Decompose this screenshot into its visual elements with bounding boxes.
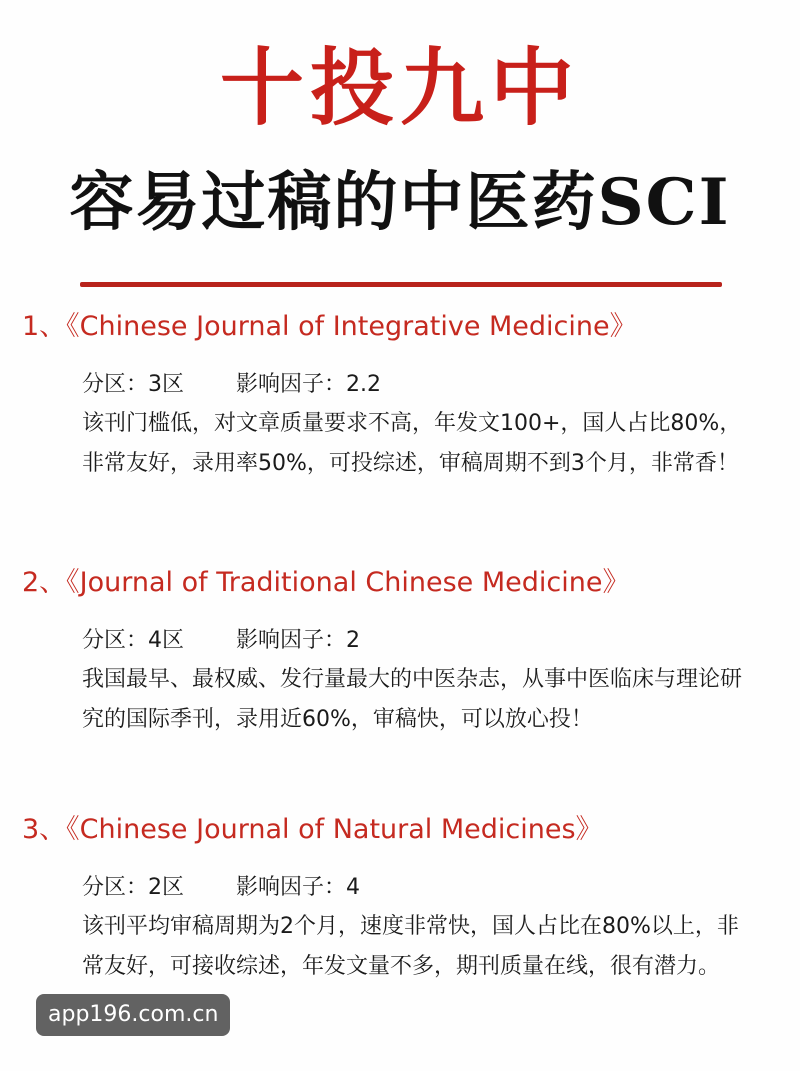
journal-entry-1 [0,308,800,484]
journal-entry-3 [0,811,800,987]
journal-meta [82,366,800,404]
journal-meta [82,622,800,660]
journal-heading: 1、《Chinese Journal of Integrative Medicine》 [22,311,637,342]
watermark-badge: app196.com.cn [36,994,230,1036]
journal-entry-2 [0,564,800,740]
page-subtitle: 容易过稿的中医药SCI [69,165,731,240]
impact-factor-label: 影响因子：2 [236,628,360,653]
page-title: 十投九中 [219,39,580,137]
journal-description: 我国最早、最权威、发行量最大的中医杂志，从事中医临床与理论研究的国际季刊，录用近60%，审稿快，可以放心投！ [82,667,743,732]
impact-factor-label: 影响因子：2.2 [236,372,381,397]
zone-label: 分区：3区 [82,372,184,397]
zone-label: 分区：4区 [82,628,184,653]
zone-label: 分区：2区 [82,875,184,900]
divider [80,282,722,287]
journal-heading: 2、《Journal of Traditional Chinese Medicine》 [22,567,630,598]
journal-meta [82,869,800,907]
impact-factor-label: 影响因子：4 [236,875,360,900]
journal-description: 该刊平均审稿周期为2个月，速度非常快，国人占比在80%以上，非常友好，可接收综述，年发文量不多，期刊质量在线，很有潜力。 [82,914,739,979]
journal-description: 该刊门槛低，对文章质量要求不高，年发文100+，国人占比80%，非常友好，录用率50%，可投综述，审稿周期不到3个月，非常香！ [82,411,742,476]
journal-heading: 3、《Chinese Journal of Natural Medicines》 [22,814,603,845]
